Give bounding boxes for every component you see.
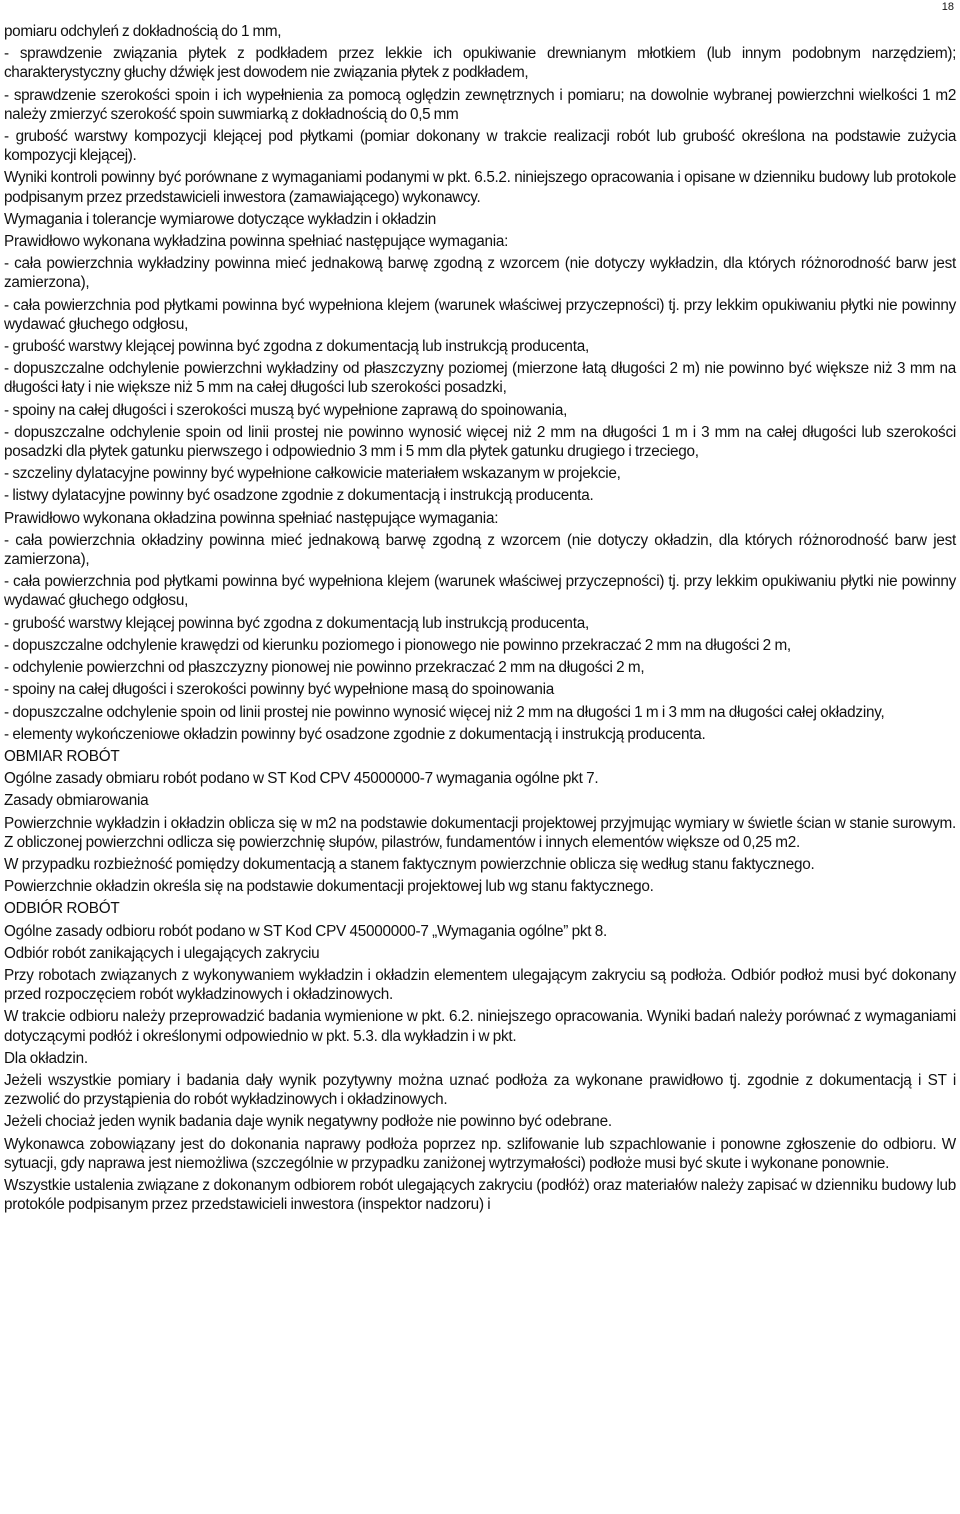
- list-item: - odchylenie powierzchni od płaszczyzny pionowej nie powinno przekraczać 2 mm na długości 2 m,: [4, 659, 645, 677]
- page-number: 18: [941, 1, 954, 13]
- list-item: - dopuszczalne odchylenie spoin od linii prostej nie powinno wynosić więcej niż 2 mm na długości 1 m i 3 mm na długości całej okładziny,: [4, 703, 885, 721]
- paragraph: Wykonawca zobowiązany jest do dokonania naprawy podłoża poprzez np. szlifowanie lub szpachlowanie i ponowne zgłoszenie do odbioru. W sytuacji, gdy naprawa jest niemożliwa (szczególnie w przypadku zaniżonej wytrzymałości) podłoże musi być skute i wykonane ponownie.: [4, 1135, 956, 1172]
- list-item: - cała powierzchnia pod płytkami powinna być wypełniona klejem (warunek właściwej przyczepności) tj. przy lekkim opukiwaniu płytki nie powinny wydawać głuchego odgłosu,: [4, 296, 956, 333]
- paragraph: Jeżeli wszystkie pomiary i badania dały wynik pozytywny można uznać podłoża za wykonane prawidłowo tj. zgodnie z dokumentacją i ST i zezwolić do przystąpienia do robót wykładzinowych i okładzinowych.: [4, 1071, 956, 1109]
- paragraph: - grubość warstwy kompozycji klejącej pod płytkami (pomiar dokonany w trakcie realizacji robót lub grubość określona na podstawie zużycia kompozycji klejącej).: [4, 128, 956, 165]
- document-body: [4, 22, 956, 1217]
- paragraph: Prawidłowo wykonana wykładzina powinna spełniać następujące wymagania:: [4, 233, 509, 251]
- list-item: - cała powierzchnia okładziny powinna mieć jednakową barwę zgodną z wzorcem (nie dotyczy okładzin, dla których różnorodność barw jest zamierzona),: [4, 531, 956, 569]
- section-heading: ODBIÓR ROBÓT: [4, 900, 120, 918]
- paragraph: Powierzchnie okładzin określa się na podstawie dokumentacji projektowej lub wg stanu faktycznego.: [4, 878, 654, 896]
- section-heading: Wymagania i tolerancje wymiarowe dotyczące wykładzin i okładzin: [4, 210, 437, 228]
- list-item: - grubość warstwy klejącej powinna być zgodna z dokumentacją lub instrukcją producenta,: [4, 338, 589, 356]
- list-item: - dopuszczalne odchylenie spoin od linii prostej nie powinno wynosić więcej niż 2 mm na długości 1 m i 3 mm na całej długości lub szerokości posadzki dla płytek gatunku pierwszego i odpowiednio 3 mm i 5 mm dla płytek gatunku drugiego i trzeciego,: [4, 423, 956, 461]
- paragraph: Wyniki kontroli powinny być porównane z wymaganiami podanymi w pkt. 6.5.2. niniejszego opracowania i opisane w dzienniku budowy lub protokole podpisanym przez przedstawicieli inwestora (zamawiającego) wykonawcy.: [4, 169, 956, 206]
- list-item: - grubość warstwy klejącej powinna być zgodna z dokumentacją lub instrukcją producenta,: [4, 614, 589, 632]
- paragraph: - sprawdzenie szerokości spoin i ich wypełnienia za pomocą oględzin zewnętrznych i pomiaru; na dowolnie wybranej powierzchni wielkości 1 m2 należy zmierzyć szerokość spoin suwmiarką z dokładnością do 0,5 mm: [4, 86, 956, 123]
- paragraph: W przypadku rozbieżność pomiędzy dokumentacją a stanem faktycznym powierzchnie oblicza się według stanu faktycznego.: [4, 855, 815, 873]
- paragraph: Jeżeli chociaż jeden wynik badania daje wynik negatywny podłoże nie powinno być odebrane.: [4, 1113, 612, 1131]
- list-item: - spoiny na całej długości i szerokości powinny być wypełnione masą do spoinowania: [4, 681, 554, 699]
- paragraph: Przy robotach związanych z wykonywaniem wykładzin i okładzin elementem ulegającym zakryciu są podłoża. Odbiór podłoż musi być dokonany przed rozpoczęciem robót wykładzinowych i okładzinowych.: [4, 966, 956, 1004]
- paragraph: W trakcie odbioru należy przeprowadzić badania wymienione w pkt. 6.2. niniejszego opracowania. Wyniki badań należy porównać z wymaganiami dotyczącymi podłóż i określonymi odpowiednio w pkt. 5.3. dla wykładzin i w pkt.: [4, 1008, 956, 1045]
- section-heading: Odbiór robót zanikających i ulegających zakryciu: [4, 944, 320, 962]
- paragraph: Ogólne zasady obmiaru robót podano w ST Kod CPV 45000000-7 wymagania ogólne pkt 7.: [4, 770, 599, 788]
- paragraph: pomiaru odchyleń z dokładnością do 1 mm,: [4, 23, 282, 40]
- section-heading: Zasady obmiarowania: [4, 792, 149, 810]
- list-item: - dopuszczalne odchylenie powierzchni wykładziny od płaszczyzny poziomej (mierzone łatą długości 2 m) nie powinno być większe niż 3 mm na długości łaty i nie większe niż 5 mm na całej długości lub szerokości posadzki,: [4, 360, 956, 397]
- paragraph: Prawidłowo wykonana okładzina powinna spełniać następujące wymagania:: [4, 509, 499, 527]
- list-item: - elementy wykończeniowe okładzin powinny być osadzone zgodnie z dokumentacją i instrukcją producenta.: [4, 725, 706, 743]
- paragraph: Wszystkie ustalenia związane z dokonanym odbiorem robót ulegających zakryciu (podłóż) oraz materiałów należy zapisać w dzienniku budowy lub protokóle podpisanym przez przedstawicieli inwestora (inspektor nadzoru) i: [4, 1176, 956, 1214]
- section-heading: OBMIAR ROBÓT: [4, 747, 120, 765]
- paragraph: Ogólne zasady odbioru robót podano w ST Kod CPV 45000000-7 „Wymagania ogólne” pkt 8.: [4, 922, 608, 940]
- list-item: - cała powierzchnia pod płytkami powinna być wypełniona klejem (warunek właściwej przyczepności) tj. przy lekkim opukiwaniu płytki nie powinny wydawać głuchego odgłosu,: [4, 573, 956, 610]
- paragraph: - sprawdzenie związania płytek z podkładem przez lekkie ich opukiwanie drewnianym młotkiem (lub innym podobnym narzędziem); charakterystyczny głuchy dźwięk jest dowodem nie związania płytek z podkładem,: [4, 45, 956, 82]
- list-item: - dopuszczalne odchylenie krawędzi od kierunku poziomego i pionowego nie powinno przekraczać 2 mm na długości 2 m,: [4, 636, 791, 654]
- list-item: - spoiny na całej długości i szerokości muszą być wypełnione zaprawą do spoinowania,: [4, 401, 568, 419]
- list-item: - szczeliny dylatacyjne powinny być wypełnione całkowicie materiałem wskazanym w projekcie,: [4, 465, 621, 483]
- list-item: - cała powierzchnia wykładziny powinna mieć jednakową barwę zgodną z wzorcem (nie dotyczy wykładzin, dla których różnorodność barw jest zamierzona),: [4, 255, 956, 292]
- paragraph: Dla okładzin.: [4, 1049, 88, 1067]
- list-item: - listwy dylatacyjne powinny być osadzone zgodnie z dokumentacją i instrukcją producenta.: [4, 487, 594, 505]
- paragraph: Powierzchnie wykładzin i okładzin oblicza się w m2 na podstawie dokumentacji projektowej przyjmując wymiary w świetle ścian w stanie surowym. Z obliczonej powierzchni odlicza się powierzchnię słupów, pilastrów, fundamentów i innych elementów większe od 0,25 m2.: [4, 814, 956, 851]
